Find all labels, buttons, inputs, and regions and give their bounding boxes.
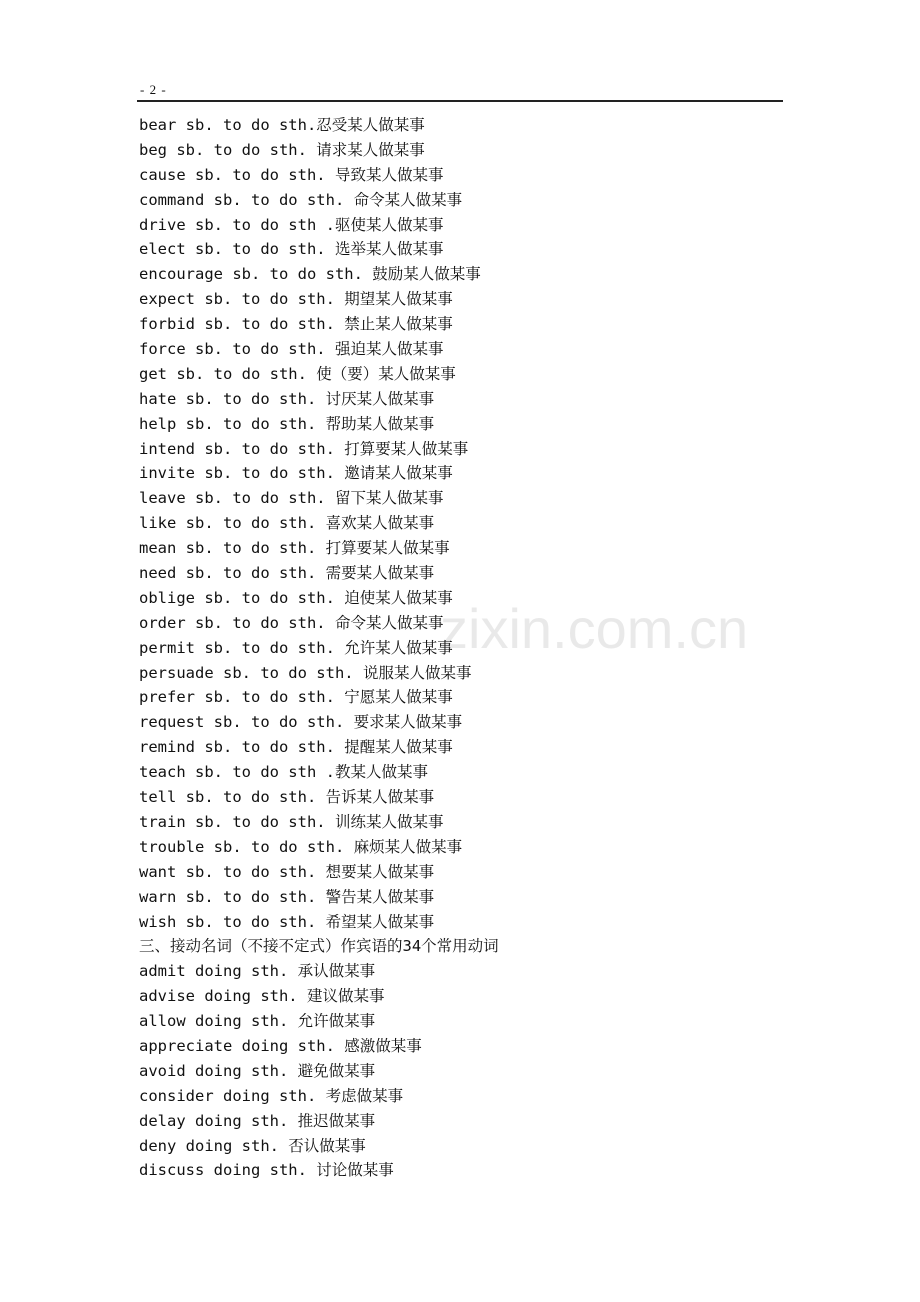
text-line: drive sb. to do sth .驱使某人做某事: [139, 215, 444, 234]
text-line: avoid doing sth. 避免做某事: [139, 1061, 376, 1080]
text-line: forbid sb. to do sth. 禁止某人做某事: [139, 315, 453, 334]
watermark: zixin.com.cn: [440, 597, 749, 660]
document-body: [139, 113, 779, 1183]
text-line: admit doing sth. 承认做某事: [139, 962, 376, 981]
text-line: elect sb. to do sth. 选举某人做某事: [139, 240, 444, 259]
text-line: request sb. to do sth. 要求某人做某事: [139, 713, 463, 732]
text-line: help sb. to do sth. 帮助某人做某事: [139, 414, 435, 433]
text-line: like sb. to do sth. 喜欢某人做某事: [139, 514, 435, 533]
text-line: get sb. to do sth. 使（要）某人做某事: [139, 364, 456, 383]
text-line: deny doing sth. 否认做某事: [139, 1136, 366, 1155]
text-line: trouble sb. to do sth. 麻烦某人做某事: [139, 837, 463, 856]
text-line: consider doing sth. 考虑做某事: [139, 1086, 404, 1105]
text-line: delay doing sth. 推迟做某事: [139, 1111, 376, 1130]
text-line: advise doing sth. 建议做某事: [139, 987, 385, 1006]
text-line: intend sb. to do sth. 打算要某人做某事: [139, 439, 469, 458]
text-line: force sb. to do sth. 强迫某人做某事: [139, 340, 444, 359]
text-line: oblige sb. to do sth. 迫使某人做某事: [139, 588, 453, 607]
text-line: remind sb. to do sth. 提醒某人做某事: [139, 738, 453, 757]
text-line: discuss doing sth. 讨论做某事: [139, 1161, 394, 1180]
text-line: beg sb. to do sth. 请求某人做某事: [139, 140, 425, 159]
text-line: tell sb. to do sth. 告诉某人做某事: [139, 788, 435, 807]
text-line: encourage sb. to do sth. 鼓励某人做某事: [139, 265, 481, 284]
text-line: leave sb. to do sth. 留下某人做某事: [139, 489, 444, 508]
text-line: permit sb. to do sth. 允许某人做某事: [139, 638, 453, 657]
text-line: prefer sb. to do sth. 宁愿某人做某事: [139, 688, 453, 707]
text-line: invite sb. to do sth. 邀请某人做某事: [139, 464, 453, 483]
text-line: order sb. to do sth. 命令某人做某事: [139, 613, 444, 632]
text-line: wish sb. to do sth. 希望某人做某事: [139, 912, 435, 931]
text-line: mean sb. to do sth. 打算要某人做某事: [139, 539, 450, 558]
page-header: [137, 80, 783, 102]
text-line: teach sb. to do sth .教某人做某事: [139, 763, 428, 782]
text-line: persuade sb. to do sth. 说服某人做某事: [139, 663, 472, 682]
text-line: allow doing sth. 允许做某事: [139, 1012, 376, 1031]
section-heading: 三、接动名词（不接不定式）作宾语的34个常用动词: [139, 937, 499, 956]
text-line: train sb. to do sth. 训练某人做某事: [139, 812, 444, 831]
text-line: command sb. to do sth. 命令某人做某事: [139, 190, 463, 209]
text-line: expect sb. to do sth. 期望某人做某事: [139, 290, 453, 309]
text-line: warn sb. to do sth. 警告某人做某事: [139, 887, 435, 906]
text-line: bear sb. to do sth.忍受某人做某事: [139, 116, 425, 134]
text-line: hate sb. to do sth. 讨厌某人做某事: [139, 389, 435, 408]
text-line: cause sb. to do sth. 导致某人做某事: [139, 165, 444, 184]
text-line: appreciate doing sth. 感激做某事: [139, 1036, 422, 1055]
text-line: want sb. to do sth. 想要某人做某事: [139, 862, 435, 881]
page-number: - 2 -: [140, 82, 167, 97]
text-line: need sb. to do sth. 需要某人做某事: [139, 564, 435, 583]
